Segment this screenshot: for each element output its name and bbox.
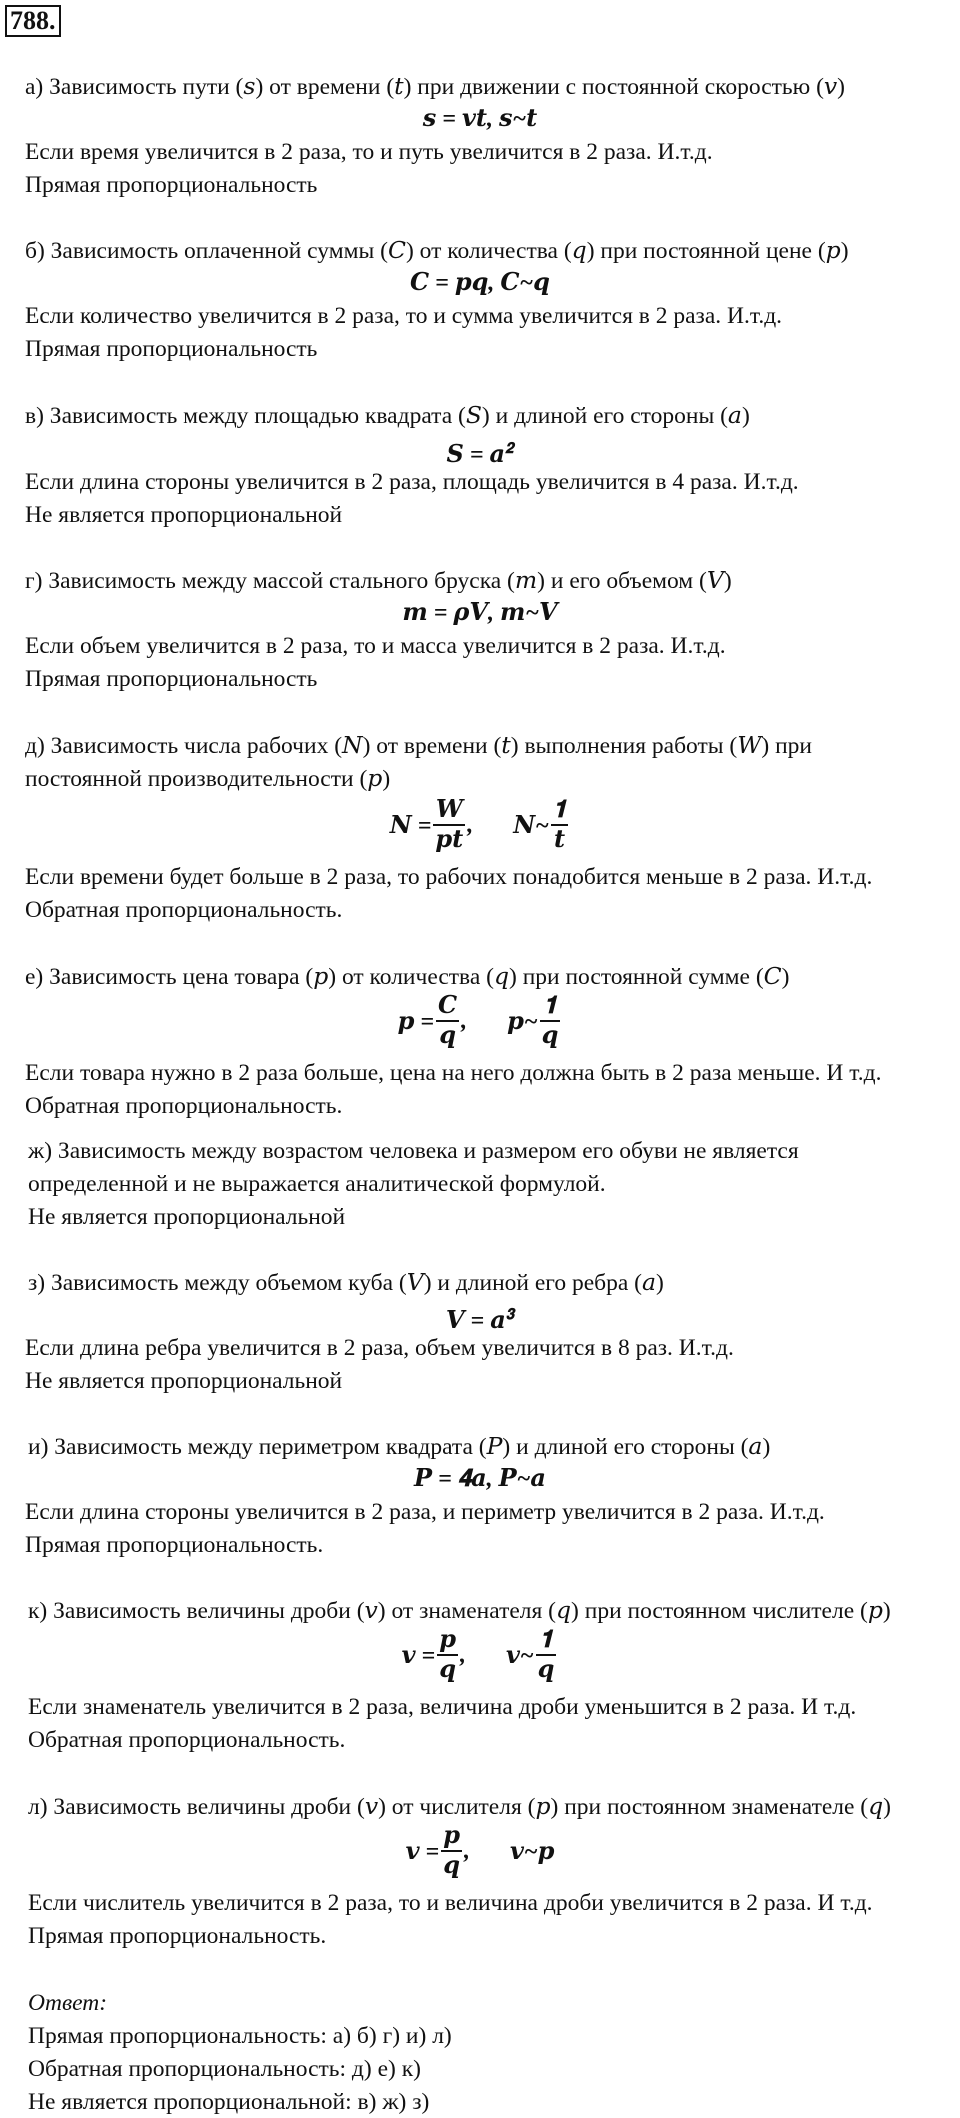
item-g-conclusion: Прямая пропорциональность [25, 666, 318, 692]
item-zh-conclusion: Не является пропорциональной [28, 1204, 346, 1230]
item-a-conclusion: Прямая пропорциональность [25, 172, 318, 198]
item-e-conclusion: Обратная пропорциональность. [25, 1093, 343, 1119]
item-l-formula: 𝒗 = $\frac{\text{𝒑}}{\text{𝒒}}$ , 𝒗~𝒑 [405, 1823, 555, 1879]
item-i-title: и) Зависимость между периметром квадрата (𝑃) и длиной его стороны (𝑎) [28, 1434, 771, 1460]
answer-none: Не является пропорциональной: в) ж) з) [28, 2089, 430, 2115]
item-a-explanation: Если время увеличится в 2 раза, то и путь увеличится в 2 раза. И.т.д. [25, 139, 713, 165]
item-d-title-line2: постоянной производительности (𝑝) [25, 766, 391, 792]
answer-label: Ответ: [28, 1990, 108, 2016]
item-k-conclusion: Обратная пропорциональность. [28, 1727, 346, 1753]
item-v-title: в) Зависимость между площадью квадрата (𝑆) и длиной его стороны (𝑎) [25, 403, 750, 429]
item-a-title: а) Зависимость пути (𝑠) от времени (𝑡) при движении с постоянной скоростью (𝑣) [25, 74, 846, 100]
item-k-explanation: Если знаменатель увеличится в 2 раза, величина дроби уменьшится в 2 раза. И т.д. [28, 1694, 857, 1720]
item-v-explanation: Если длина стороны увеличится в 2 раза, площадь увеличится в 4 раза. И.т.д. [25, 469, 799, 495]
item-k-formula: 𝒗 = $\frac{\text{𝒑}}{\text{𝒒}}$ , 𝒗~ $\frac{𝟏}{\text{𝒒}}$ [401, 1627, 555, 1683]
item-v-conclusion: Не является пропорциональной [25, 502, 343, 528]
item-e-explanation: Если товара нужно в 2 раза больше, цена на него должна быть в 2 раза меньше. И т.д. [25, 1060, 882, 1086]
item-l-title: л) Зависимость величины дроби (𝑣) от числителя (𝑝) при постоянном знаменателе (𝑞) [28, 1794, 892, 1820]
item-v-formula: 𝑺 = 𝒂$^𝟐$ [446, 441, 514, 468]
item-e-formula: 𝒑 = $\frac{\text{𝑪}}{\text{𝒒}}$ , 𝒑~ $\frac{𝟏}{\text{𝒒}}$ [397, 993, 559, 1049]
fraction: $\frac{\text{𝑾}}{\text{𝒑𝒕}}$ [435, 797, 464, 853]
problem-number: 788. [5, 5, 61, 37]
item-z-conclusion: Не является пропорциональной [25, 1368, 343, 1394]
item-zh-title-line2: определенной и не выражается аналитической формулой. [28, 1171, 606, 1197]
fraction: $\frac{𝟏}{\text{𝒕}}$ [552, 797, 567, 853]
item-d-title-line1: д) Зависимость числа рабочих (𝑁) от времени (𝑡) выполнения работы (𝑊) при [25, 733, 813, 759]
item-i-formula: 𝑷 = 𝟒𝒂, 𝑷~𝒂 [414, 1466, 546, 1492]
item-z-formula: 𝑽 = 𝒂$^𝟑$ [445, 1307, 515, 1334]
item-b-explanation: Если количество увеличится в 2 раза, то и сумма увеличится в 2 раза. И.т.д. [25, 303, 783, 329]
item-i-explanation: Если длина стороны увеличится в 2 раза, и периметр увеличится в 2 раза. И.т.д. [25, 1499, 825, 1525]
item-b-title: б) Зависимость оплаченной суммы (𝐶) от количества (𝑞) при постоянной цене (𝑝) [25, 238, 849, 264]
item-d-conclusion: Обратная пропорциональность. [25, 897, 343, 923]
item-k-title: к) Зависимость величины дроби (𝑣) от знаменателя (𝑞) при постоянном числителе (𝑝) [28, 1598, 891, 1624]
item-d-formula: 𝑵 = $\frac{\text{𝑾}}{\text{𝒑𝒕}}$ , 𝑵~ $\frac{𝟏}{\text{𝒕}}$ [389, 797, 567, 853]
item-i-conclusion: Прямая пропорциональность. [25, 1532, 324, 1558]
item-g-formula: 𝒎 = 𝝆𝑽, 𝒎~𝑽 [402, 600, 558, 626]
item-l-conclusion: Прямая пропорциональность. [28, 1923, 327, 1949]
answer-inverse: Обратная пропорциональность: д) е) к) [28, 2056, 421, 2082]
item-g-title: г) Зависимость между массой стального бруска (𝑚) и его объемом (𝑉) [25, 568, 732, 594]
fraction: $\frac{\text{𝒑}}{\text{𝒒}}$ [443, 1823, 460, 1879]
item-e-title: е) Зависимость цена товара (𝑝) от количества (𝑞) при постоянной сумме (𝐶) [25, 964, 790, 990]
item-z-explanation: Если длина ребра увеличится в 2 раза, объем увеличится в 8 раз. И.т.д. [25, 1335, 734, 1361]
item-b-formula: 𝑪 = 𝒑𝒒, 𝑪~𝒒 [410, 270, 550, 296]
item-a-formula: 𝒔 = 𝒗𝒕, 𝒔~𝒕 [422, 106, 538, 132]
item-zh-title-line1: ж) Зависимость между возрастом человека и размером его обуви не является [28, 1138, 799, 1164]
fraction: $\frac{\text{𝑪}}{\text{𝒒}}$ [438, 993, 458, 1049]
item-b-conclusion: Прямая пропорциональность [25, 336, 318, 362]
item-l-explanation: Если числитель увеличится в 2 раза, то и величина дроби увеличится в 2 раза. И т.д. [28, 1890, 873, 1916]
answer-direct: Прямая пропорциональность: а) б) г) и) л) [28, 2023, 452, 2049]
fraction: $\frac{𝟏}{\text{𝒒}}$ [541, 993, 559, 1049]
item-g-explanation: Если объем увеличится в 2 раза, то и масса увеличится в 2 раза. И.т.д. [25, 633, 726, 659]
item-d-explanation: Если времени будет больше в 2 раза, то рабочих понадобится меньше в 2 раза. И.т.д. [25, 864, 873, 890]
fraction: $\frac{𝟏}{\text{𝒒}}$ [537, 1627, 555, 1683]
item-z-title: з) Зависимость между объемом куба (𝑉) и длиной его ребра (𝑎) [28, 1270, 664, 1296]
fraction: $\frac{\text{𝒑}}{\text{𝒒}}$ [439, 1627, 456, 1683]
